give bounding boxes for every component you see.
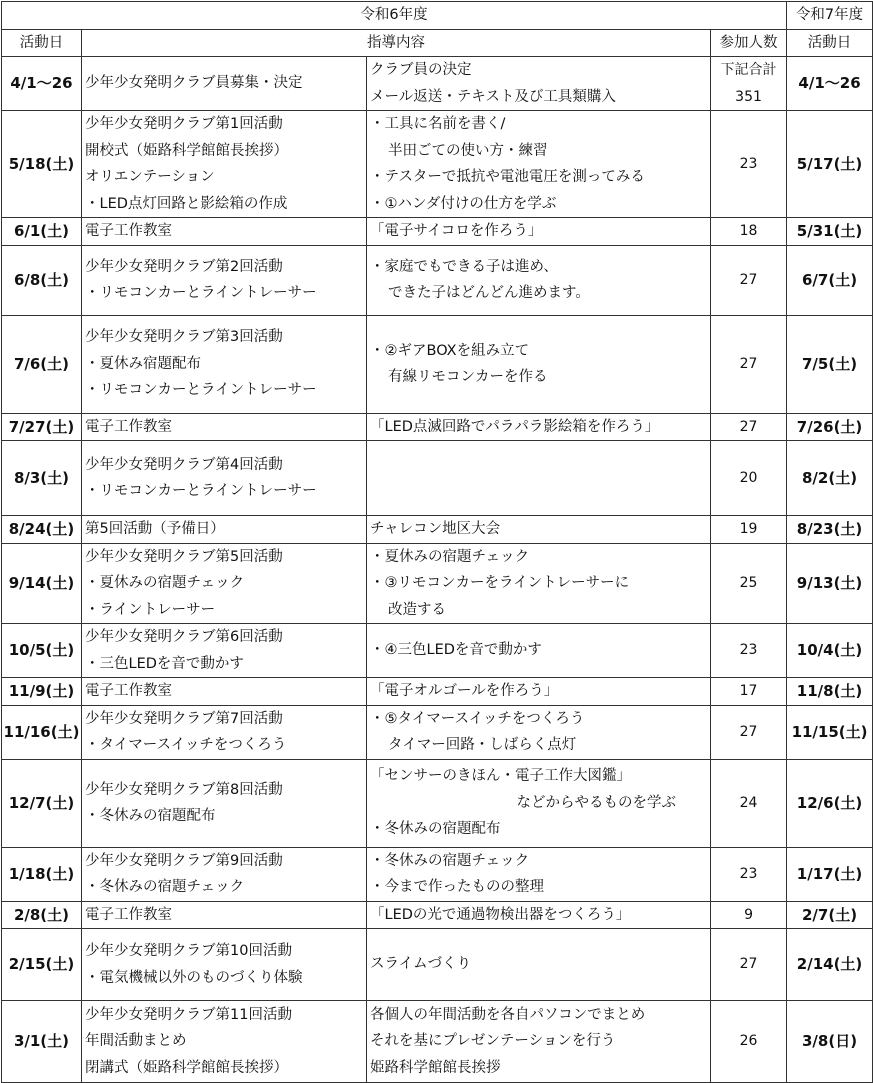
activity-detail: クラブ員の決定 メール返送・テキスト及び工具類購入	[367, 57, 711, 111]
table-row	[2, 111, 873, 218]
table-row	[2, 678, 873, 706]
participant-count: 27	[711, 705, 787, 759]
activity-date: 6/8(土)	[2, 245, 82, 315]
activity-date: 8/3(土)	[2, 441, 82, 516]
activity-date-r7: 6/7(土)	[787, 245, 873, 315]
participant-count: 27	[711, 413, 787, 441]
participant-count: 23	[711, 111, 787, 218]
activity-date: 7/6(土)	[2, 315, 82, 413]
activity-title: 少年少女発明クラブ第2回活動 ・リモコンカーとライントレーサー	[82, 245, 367, 315]
table-row	[2, 901, 873, 929]
activity-date: 10/5(土)	[2, 624, 82, 678]
activity-date-r7: 2/14(土)	[787, 929, 873, 1001]
activity-date: 7/27(土)	[2, 413, 82, 441]
participant-count: 24	[711, 759, 787, 847]
table-row	[2, 1001, 873, 1083]
table-row	[2, 441, 873, 516]
participant-count: 20	[711, 441, 787, 516]
activity-title: 第5回活動（予備日）	[82, 516, 367, 544]
activity-title: 少年少女発明クラブ第1回活動 開校式（姫路科学館館長挨拶） オリエンテーション ・LED点灯回路と影絵箱の作成	[82, 111, 367, 218]
activity-detail: ・④三色LEDを音で動かす	[367, 624, 711, 678]
activity-detail: 「LEDの光で通過物検出器をつくろう」	[367, 901, 711, 929]
participant-count: 27	[711, 245, 787, 315]
activity-title: 少年少女発明クラブ第8回活動 ・冬休みの宿題配布	[82, 759, 367, 847]
activity-date-r7: 8/2(土)	[787, 441, 873, 516]
table-row	[2, 705, 873, 759]
activity-title: 少年少女発明クラブ第3回活動 ・夏休み宿題配布 ・リモコンカーとライントレーサー	[82, 315, 367, 413]
activity-detail: スライムづくり	[367, 929, 711, 1001]
activity-date: 8/24(土)	[2, 516, 82, 544]
activity-title: 少年少女発明クラブ員募集・決定	[82, 57, 367, 111]
activity-date: 12/7(土)	[2, 759, 82, 847]
participant-count: 9	[711, 901, 787, 929]
activity-date: 4/1～26	[2, 57, 82, 111]
activity-date-r7: 3/8(日)	[787, 1001, 873, 1083]
table-row	[2, 315, 873, 413]
activity-date-r7: 10/4(土)	[787, 624, 873, 678]
participant-count: 18	[711, 218, 787, 246]
activity-date: 2/8(土)	[2, 901, 82, 929]
activity-detail: 「電子サイコロを作ろう」	[367, 218, 711, 246]
participant-count: 25	[711, 543, 787, 624]
activity-detail: ・家庭でもできる子は進め、 できた子はどんどん進めます。	[367, 245, 711, 315]
activity-date: 3/1(土)	[2, 1001, 82, 1083]
year6-header: 令和6年度	[2, 2, 787, 30]
activity-date-r7: 8/23(土)	[787, 516, 873, 544]
activity-detail: ・②ギアBOXを組み立て 有線リモコンカーを作る	[367, 315, 711, 413]
participant-count: 19	[711, 516, 787, 544]
year7-header: 令和7年度	[787, 2, 873, 30]
col-participants-header: 参加人数	[711, 29, 787, 57]
table-row	[2, 218, 873, 246]
activity-detail	[367, 441, 711, 516]
activity-date-r7: 11/8(土)	[787, 678, 873, 706]
table-row	[2, 57, 873, 111]
participant-count: 27	[711, 929, 787, 1001]
activity-date-r7: 7/26(土)	[787, 413, 873, 441]
activity-date: 11/16(土)	[2, 705, 82, 759]
activity-date-r7: 2/7(土)	[787, 901, 873, 929]
table-row	[2, 516, 873, 544]
activity-date-r7: 5/17(土)	[787, 111, 873, 218]
participant-count: 26	[711, 1001, 787, 1083]
activity-date: 2/15(土)	[2, 929, 82, 1001]
col-date7-header: 活動日	[787, 29, 873, 57]
activity-title: 少年少女発明クラブ第5回活動 ・夏休みの宿題チェック ・ライントレーサー	[82, 543, 367, 624]
activity-date: 9/14(土)	[2, 543, 82, 624]
activity-title: 少年少女発明クラブ第9回活動 ・冬休みの宿題チェック	[82, 847, 367, 901]
activity-title: 電子工作教室	[82, 413, 367, 441]
activity-date: 5/18(土)	[2, 111, 82, 218]
activity-detail: 各個人の年間活動を各自パソコンでまとめ それを基にプレゼンテーションを行う 姫路科学館館長挨拶	[367, 1001, 711, 1083]
activity-title: 少年少女発明クラブ第7回活動 ・タイマースイッチをつくろう	[82, 705, 367, 759]
activity-title: 少年少女発明クラブ第6回活動 ・三色LEDを音で動かす	[82, 624, 367, 678]
activity-title: 少年少女発明クラブ第4回活動 ・リモコンカーとライントレーサー	[82, 441, 367, 516]
activity-detail: ・工具に名前を書く/ 半田ごての使い方・練習 ・テスターで抵抗や電池電圧を測ってみる ・①ハンダ付けの仕方を学ぶ	[367, 111, 711, 218]
activity-title: 少年少女発明クラブ第11回活動 年間活動まとめ 閉講式（姫路科学館館長挨拶）	[82, 1001, 367, 1083]
activity-detail: ・夏休みの宿題チェック ・③リモコンカーをライントレーサーに 改造する	[367, 543, 711, 624]
activity-detail: ・⑤タイマースイッチをつくろう タイマー回路・しばらく点灯	[367, 705, 711, 759]
activity-date-r7: 12/6(土)	[787, 759, 873, 847]
participant-count: 下記合計 351	[711, 57, 787, 111]
participant-count: 17	[711, 678, 787, 706]
participant-count: 23	[711, 624, 787, 678]
activity-date-r7: 1/17(土)	[787, 847, 873, 901]
activity-date-r7: 9/13(土)	[787, 543, 873, 624]
table-row	[2, 929, 873, 1001]
col-content-header: 指導内容	[82, 29, 711, 57]
participant-count: 23	[711, 847, 787, 901]
participant-count: 27	[711, 315, 787, 413]
activity-detail: チャレコン地区大会	[367, 516, 711, 544]
activity-date-r7: 5/31(土)	[787, 218, 873, 246]
activity-date: 6/1(土)	[2, 218, 82, 246]
table-row	[2, 245, 873, 315]
table-row	[2, 624, 873, 678]
activity-title: 少年少女発明クラブ第10回活動 ・電気機械以外のものづくり体験	[82, 929, 367, 1001]
activity-detail: 「LED点滅回路でパラパラ影絵箱を作ろう」	[367, 413, 711, 441]
activity-title: 電子工作教室	[82, 218, 367, 246]
activity-detail: 「センサーのきほん・電子工作大図鑑」 などからやるものを学ぶ ・冬休みの宿題配布	[367, 759, 711, 847]
activity-detail: ・冬休みの宿題チェック ・今まで作ったものの整理	[367, 847, 711, 901]
activity-date-r7: 4/1～26	[787, 57, 873, 111]
col-date-header: 活動日	[2, 29, 82, 57]
table-row	[2, 759, 873, 847]
activity-date-r7: 11/15(土)	[787, 705, 873, 759]
activity-title: 電子工作教室	[82, 678, 367, 706]
activity-schedule-table	[1, 1, 873, 1083]
activity-title: 電子工作教室	[82, 901, 367, 929]
activity-date: 1/18(土)	[2, 847, 82, 901]
activity-detail: 「電子オルゴールを作ろう」	[367, 678, 711, 706]
table-row	[2, 543, 873, 624]
table-row	[2, 847, 873, 901]
table-row	[2, 413, 873, 441]
activity-date-r7: 7/5(土)	[787, 315, 873, 413]
activity-date: 11/9(土)	[2, 678, 82, 706]
